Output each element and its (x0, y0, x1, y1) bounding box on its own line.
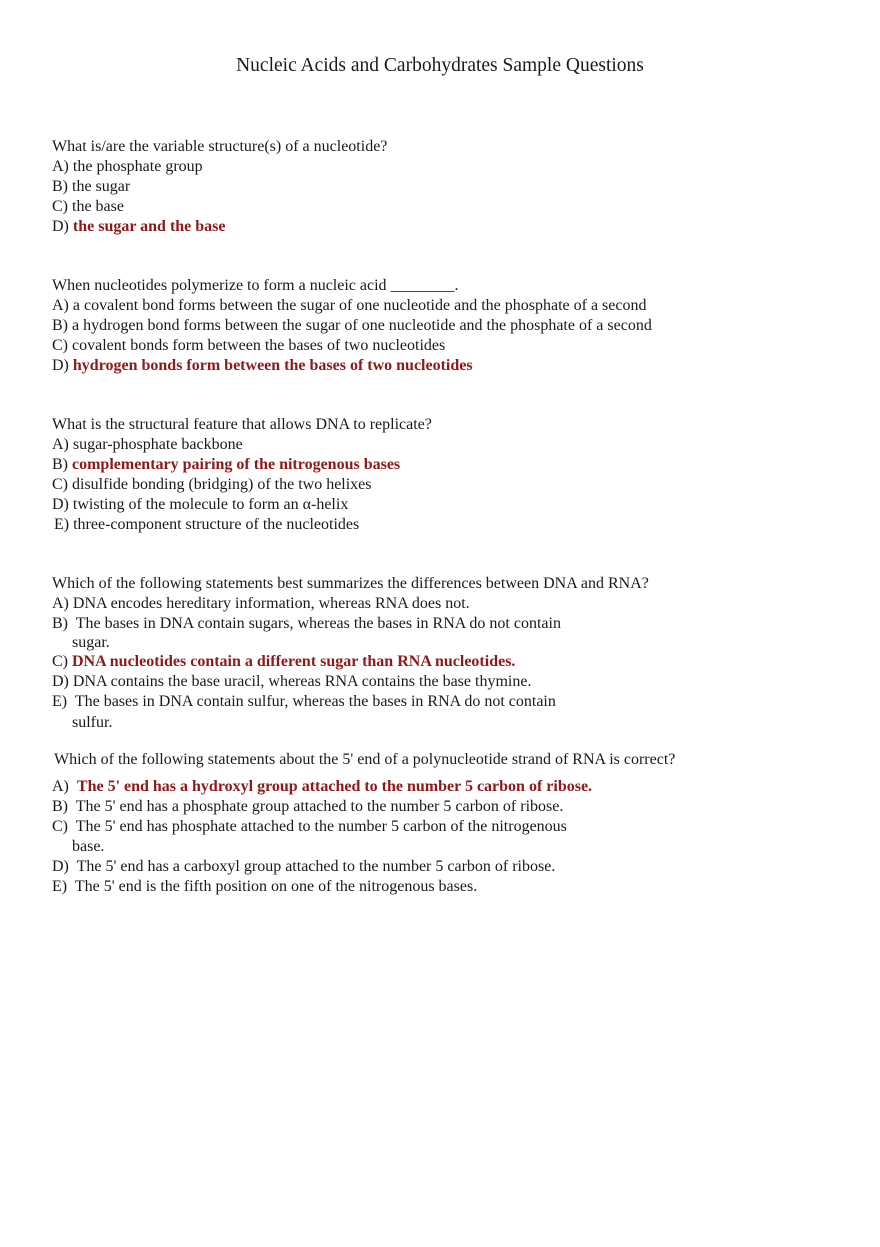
option-b: B) a hydrogen bond forms between the sugar of one nucleotide and the phosphate of a second (52, 317, 652, 334)
question-stem: Which of the following statements best summarizes the differences between DNA and RNA? (52, 575, 649, 592)
option-d: D) twisting of the molecule to form an α-helix (52, 496, 349, 513)
option-a-correct: A) The 5' end has a hydroxyl group attached to the number 5 carbon of ribose. (52, 778, 593, 795)
option-a: A) sugar-phosphate backbone (52, 436, 243, 453)
option-d: D) DNA contains the base uracil, whereas RNA contains the base thymine. (52, 673, 532, 690)
option-a: A) a covalent bond forms between the sugar of one nucleotide and the phosphate of a second (52, 297, 647, 314)
option-e-continued: sulfur. (72, 714, 113, 731)
question-1 (52, 137, 842, 237)
option-d-correct: D) the sugar and the base (52, 218, 226, 235)
question-stem: What is/are the variable structure(s) of a nucleotide? (52, 138, 388, 155)
option-a: A) DNA encodes hereditary information, whereas RNA does not. (52, 595, 470, 612)
option-a: A) the phosphate group (52, 158, 203, 175)
option-b-correct: B) complementary pairing of the nitrogenous bases (52, 456, 401, 473)
correct-answer: The 5' end has a hydroxyl group attached to the number 5 carbon of ribose. (76, 778, 593, 795)
option-b-continued: sugar. (72, 634, 110, 651)
question-3 (52, 415, 842, 535)
question-4 (52, 574, 842, 733)
option-d-correct: D) hydrogen bonds form between the bases of two nucleotides (52, 357, 473, 374)
correct-answer: DNA nucleotides contain a different sugar than RNA nucleotides. (72, 653, 516, 670)
option-b: B) The 5' end has a phosphate group attached to the number 5 carbon of ribose. (52, 798, 564, 815)
question-2 (52, 276, 842, 376)
question-stem: Which of the following statements about the 5' end of a polynucleotide strand of RNA is correct? (54, 751, 676, 768)
option-c-correct: C) DNA nucleotides contain a different sugar than RNA nucleotides. (52, 653, 516, 670)
option-c: C) disulfide bonding (bridging) of the two helixes (52, 476, 372, 493)
question-stem: When nucleotides polymerize to form a nucleic acid ________. (52, 277, 459, 294)
option-e: E) The 5' end is the fifth position on one of the nitrogenous bases. (52, 878, 478, 895)
option-b: B) the sugar (52, 178, 131, 195)
option-b: B) The bases in DNA contain sugars, whereas the bases in RNA do not contain (52, 615, 561, 632)
correct-answer: hydrogen bonds form between the bases of two nucleotides (72, 357, 473, 374)
page-title: Nucleic Acids and Carbohydrates Sample Questions (236, 55, 644, 76)
correct-answer: the sugar and the base (72, 218, 226, 235)
option-c: C) the base (52, 198, 124, 215)
option-c: C) covalent bonds form between the bases of two nucleotides (52, 337, 446, 354)
option-c-continued: base. (72, 838, 105, 855)
question-stem: What is the structural feature that allows DNA to replicate? (52, 416, 432, 433)
option-e: E) three-component structure of the nucleotides (54, 516, 360, 533)
question-5 (52, 750, 842, 897)
correct-answer: complementary pairing of the nitrogenous bases (72, 456, 401, 473)
option-d: D) The 5' end has a carboxyl group attached to the number 5 carbon of ribose. (52, 858, 556, 875)
option-c: C) The 5' end has phosphate attached to the number 5 carbon of the nitrogenous (52, 818, 567, 835)
option-e: E) The bases in DNA contain sulfur, whereas the bases in RNA do not contain (52, 693, 556, 710)
